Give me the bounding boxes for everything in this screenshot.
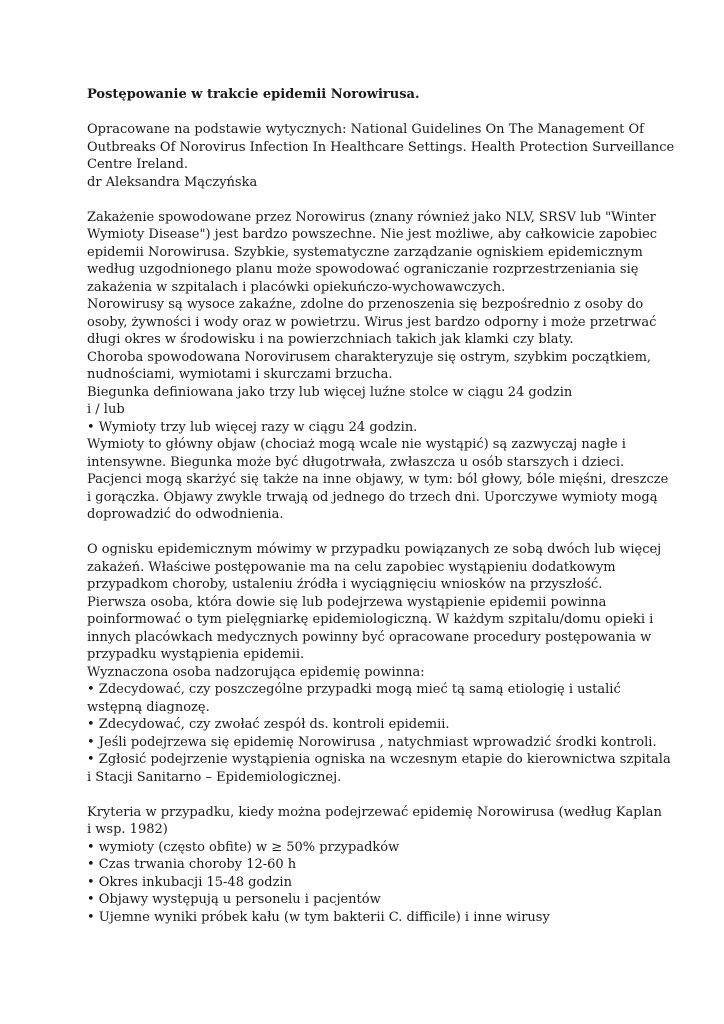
paragraph-line: Norowirusy są wysoce zakaźne, zdolne do przenoszenia się bezpośrednio z osoby do (87, 297, 644, 312)
paragraph-line: Wymioty to główny objaw (chociaż mogą wcale nie wystąpić) są zazwyczaj nagłe i (87, 437, 626, 452)
bullet-item: • wymioty (często obfite) w ≥ 50% przypadków (87, 839, 400, 855)
bullet-item: • Ujemne wyniki próbek kału (w tym bakterii C. difficile) i inne wirusy (87, 909, 550, 925)
bullet-item: • Okres inkubacji 15-48 godzin (87, 874, 292, 890)
paragraph-line: Pacjenci mogą skarżyć się także na inne objawy, w tym: ból głowy, bóle mięśni, dreszcze (87, 472, 669, 487)
source-line: Centre Ireland. (87, 157, 189, 172)
paragraph-line: nudnościami, wymiotami i skurczami brzucha. (87, 367, 393, 382)
document-title: Postępowanie w trakcie epidemii Norowirusa. (87, 87, 420, 102)
paragraph-line: innych placówkach medycznych powinny być opracowane procedury postępowania w (87, 629, 652, 645)
author-line: dr Aleksandra Mączyńska (87, 174, 258, 190)
paragraph-line: doprowadzić do odwodnienia. (87, 507, 284, 522)
paragraph-line: intensywne. Biegunka może być długotrwała, zwłaszcza u osób starszych i dzieci. (87, 454, 625, 470)
bullet-item: • Jeśli podejrzewa się epidemię Norowirusa , natychmiast wprowadzić środki kontroli. (87, 734, 657, 750)
source-block (87, 121, 675, 191)
paragraph-line: epidemii Norowirusa. Szybkie, systematyczne zarządzanie ogniskiem epidemicznym (87, 244, 643, 260)
paragraph-line: Wymioty Disease") jest bardzo powszechne. Nie jest możliwe, aby całkowicie zapobiec (87, 227, 658, 242)
section-symptoms (87, 209, 669, 524)
bullet-item: • Wymioty trzy lub więcej razy w ciągu 24 godzin. (87, 419, 418, 435)
bullet-item: • Objawy występują u personelu i pacjentów (87, 892, 381, 907)
bullet-item: • Zgłosić podejrzenie wystąpienia ogniska na wczesnym etapie do kierownictwa szpitala (87, 752, 671, 767)
section-outbreak (87, 541, 671, 786)
paragraph-line: i gorączka. Objawy zwykle trwają od jednego do trzech dni. Uporczywe wymioty mogą (87, 489, 658, 505)
paragraph-line: poinformować o tym pielęgniarkę epidemiologiczną. W każdym szpitalu/domu opieki i (87, 612, 654, 627)
paragraph-line: Choroba spowodowana Norovirusem charakteryzuje się ostrym, szybkim początkiem, (87, 349, 652, 365)
paragraph-line: i wsp. 1982) (87, 822, 168, 837)
bullet-continuation: wstępną diagnozę. (87, 699, 210, 715)
paragraph-line: według uzgodnionego planu może spowodować ograniczanie rozprzestrzeniania się (87, 262, 639, 277)
paragraph-line: osoby, żywności i wody oraz w powietrzu. Wirus jest bardzo odporny i może przetrwać (87, 314, 657, 330)
paragraph-line: zakażenia w szpitalach i placówki opiekuńczo-wychowawczych. (87, 279, 506, 295)
paragraph-line: i / lub (87, 402, 125, 417)
source-line: Opracowane na podstawie wytycznych: National Guidelines On The Management Of (87, 122, 644, 137)
paragraph-line: Pierwsza osoba, która dowie się lub podejrzewa wystąpienie epidemii powinna (87, 594, 607, 610)
section-criteria (87, 804, 662, 927)
paragraph-line: Zakażenie spowodowane przez Norowirus (znany również jako NLV, SRSV lub "Winter (87, 209, 656, 225)
bullet-continuation: i Stacji Sanitarno – Epidemiologicznej. (87, 769, 342, 785)
bullet-item: • Zdecydować, czy zwołać zespół ds. kontroli epidemii. (87, 717, 450, 732)
paragraph-line: zakażeń. Właściwe postępowanie ma na celu zapobiec wystąpieniu dodatkowym (87, 559, 616, 575)
document-body (87, 86, 675, 944)
bullet-item: • Zdecydować, czy poszczególne przypadki mogą mieć tą samą etiologię i ustalić (87, 682, 621, 697)
source-line: Outbreaks Of Norovirus Infection In Healthcare Settings. Health Protection Surveillance (87, 139, 675, 155)
bullet-item: • Czas trwania choroby 12-60 h (87, 857, 297, 872)
paragraph-line: Biegunka definiowana jako trzy lub więcej luźne stolce w ciągu 24 godzin (87, 384, 573, 400)
paragraph-line: Kryteria w przypadku, kiedy można podejrzewać epidemię Norowirusa (według Kaplan (87, 804, 662, 820)
paragraph-line: przypadku wystąpienia epidemii. (87, 647, 305, 662)
paragraph-line: długi okres w środowisku i na powierzchniach takich jak klamki czy blaty. (87, 332, 574, 347)
paragraph-line: O ognisku epidemicznym mówimy w przypadku powiązanych ze sobą dwóch lub więcej (87, 542, 662, 557)
paragraph-line: przypadkom choroby, ustaleniu źródła i wyciągnięciu wniosków na przyszłość. (87, 577, 603, 592)
paragraph-line: Wyznaczona osoba nadzorująca epidemię powinna: (87, 664, 425, 680)
